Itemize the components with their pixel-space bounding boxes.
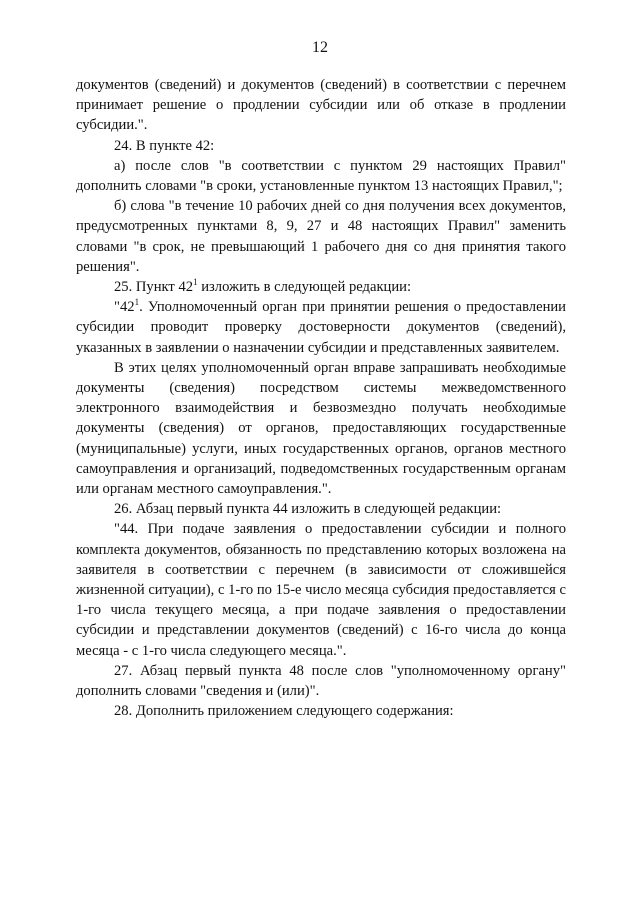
paragraph-item-24: 24. В пункте 42:	[114, 137, 215, 154]
paragraph-item-42-1-after: . Уполномоченный орган при принятии решения о предоставлении субсидии проводит проверку достоверности документов (сведений), указанных в заявлении о назначении субсидии и представленных заявителем.	[76, 299, 566, 356]
paragraph-item-44: "44. При подаче заявления о предоставлении субсидии и полного комплекта документов, обязанность по представлению которых возложена на заявителя в соответствии с перечнем (в зависимости от сложившейся жизненной ситуации), с 1-го по 15-е число месяца субсидия предоставляется с 1-го числа текущего месяца, а при подаче заявления о предоставлении субсидии и представлении документов (сведений) с 16-го числа до конца месяца - с 1-го числа следующего месяца.".	[76, 521, 566, 659]
paragraph-item-42-1	[76, 297, 566, 358]
paragraph-item-24-a: а) после слов "в соответствии с пунктом 29 настоящих Правил" дополнить словами "в сроки, установленные пунктом 13 настоящих Правил,";	[76, 157, 566, 195]
page-number: 12	[312, 39, 328, 56]
paragraph-item-26: 26. Абзац первый пункта 44 изложить в следующей редакции:	[114, 501, 502, 518]
paragraph-item-27: 27. Абзац первый пункта 48 после слов "уполномоченному органу" дополнить словами "сведения и (или)".	[76, 662, 566, 700]
document-body	[76, 75, 566, 722]
superscript-mark: 1	[134, 297, 140, 308]
superscript-mark: 1	[193, 277, 198, 288]
paragraph-item-28: 28. Дополнить приложением следующего содержания:	[114, 703, 454, 720]
paragraph-item-42-1-before: "42	[114, 299, 135, 316]
paragraph-item-25-after: изложить в следующей редакции:	[197, 279, 412, 296]
paragraph-item-25	[76, 277, 566, 297]
paragraph-item-24-b: б) слова "в течение 10 рабочих дней со дня получения всех документов, предусмотренных пунктами 8, 9, 27 и 48 настоящих Правил" заменить словами "в срок, не превышающий 1 рабочего дня со дня принятия такого решения".	[76, 198, 566, 275]
paragraph-item-25-before: 25. Пункт 42	[114, 279, 194, 296]
paragraph-continuation: документов (сведений) и документов (сведений) в соответствии с перечнем принимает решение о продлении субсидии или об отказе в продлении субсидии.".	[76, 77, 566, 134]
paragraph-requests: В этих целях уполномоченный орган вправе запрашивать необходимые документы (сведения) посредством системы межведомственного электронного взаимодействия и безвозмездно получать необходимые документы (сведения) от органов, предоставляющих государственные (муниципальные) услуги, иных государственных органов, органов местного самоуправления и организаций, подведомственных государственным органам или органам местного самоуправления.".	[76, 359, 566, 498]
